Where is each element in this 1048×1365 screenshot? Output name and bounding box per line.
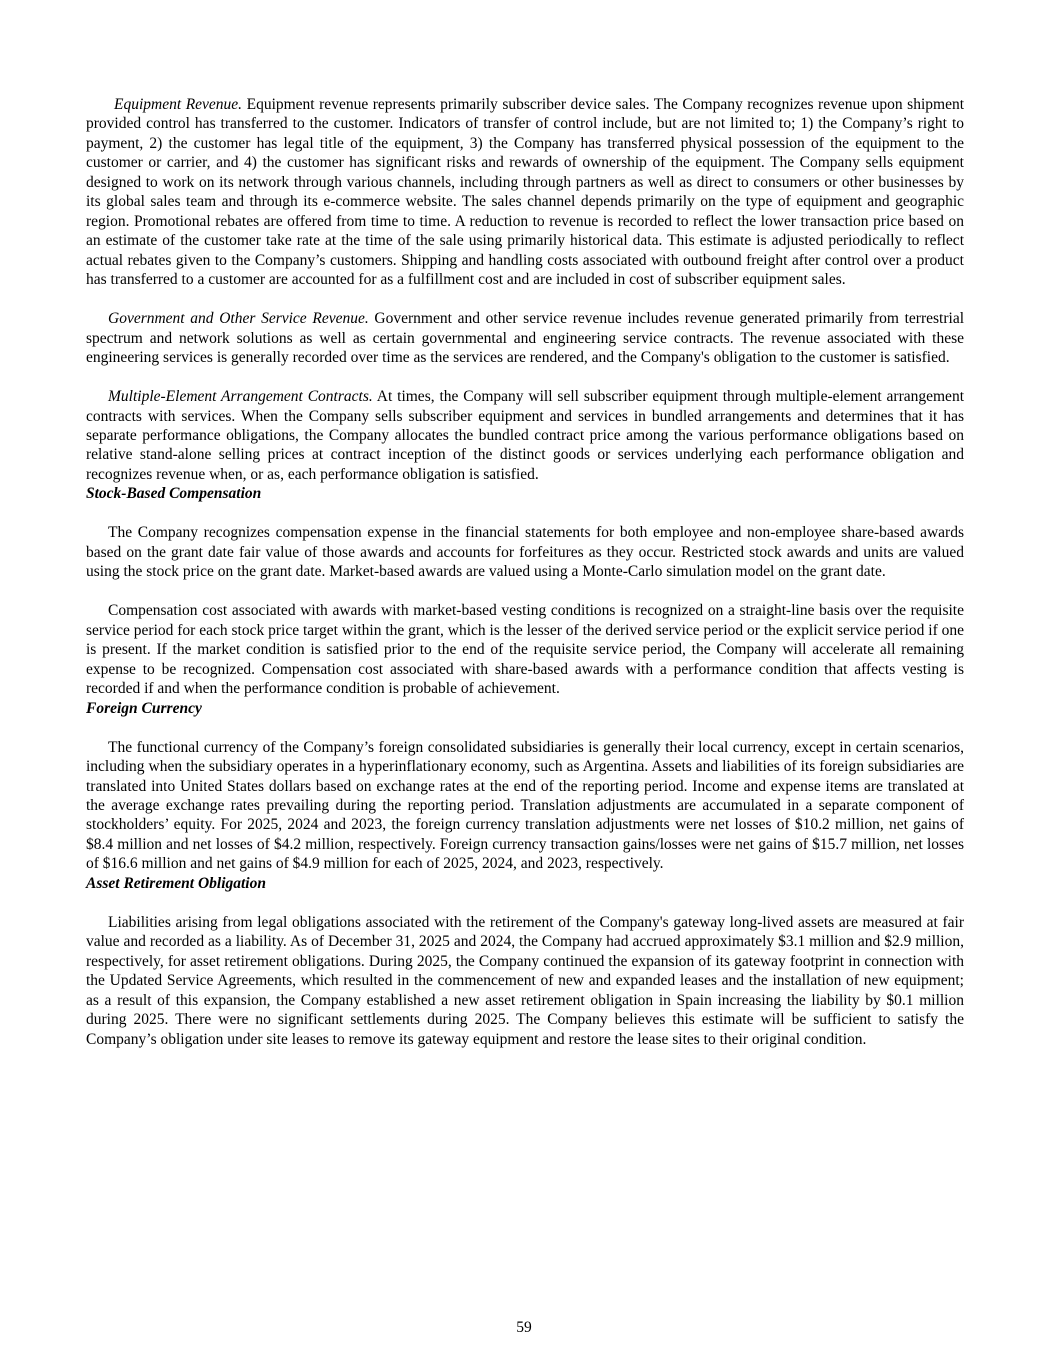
stock-based-compensation-heading: Stock-Based Compensation xyxy=(86,485,262,503)
government-revenue-paragraph xyxy=(86,309,964,367)
multiple-element-text: At times, the Company will sell subscriber equipment through multiple-element arrangement contracts with services. When the Company sells subscriber equipment and services in bundled arrangements and determines that it has separate performance obligations, the Company allocates the bundled contract price among the various performance obligations based on relative stand-alone selling prices at contract inception of the distinct goods or services underlying each performance obligation and recognizes revenue when, or as, each performance obligation is satisfied. xyxy=(86,388,964,483)
equipment-revenue-lead: Equipment Revenue. xyxy=(114,96,243,113)
asset-retirement-paragraph: Liabilities arising from legal obligations associated with the retirement of the Company's gateway long-lived assets are measured at fair value and recorded as a liability. As of December 31, 2025 and 2024, the Company had accrued approximately $3.1 million and $2.9 million, respectively, for asset retirement obligations. During 2025, the Company continued the expansion of its gateway footprint in connection with the Updated Service Agreements, which resulted in the commencement of new and expanded leases and the installation of new equipment; as a result of this expansion, the Company established a new asset retirement obligation in Spain increasing the liability by $0.1 million during 2025. There were no significant settlements during 2025. The Company believes this estimate will be sufficient to satisfy the Company’s obligation under site leases to remove its gateway equipment and restore the lease sites to their original condition. xyxy=(86,913,964,1048)
equipment-revenue-paragraph xyxy=(86,95,964,290)
multiple-element-paragraph xyxy=(86,387,964,484)
document-page xyxy=(86,95,964,1049)
asset-retirement-heading: Asset Retirement Obligation xyxy=(86,874,266,892)
page-number: 59 xyxy=(516,1319,532,1336)
stock-based-paragraph-2: Compensation cost associated with awards with market-based vesting conditions is recognized on a straight-line basis over the requisite service period for each stock price target within the grant, which is the lesser of the derived service period or the explicit service period if one is present. If the market condition is satisfied prior to the end of the requisite service period, the Company will accelerate all remaining expense to be recognized. Compensation cost associated with share-based awards with a performance condition that affects vesting is recorded if and when the performance condition is probable of achievement. xyxy=(86,602,964,698)
multiple-element-lead: Multiple-Element Arrangement Contracts. xyxy=(108,388,373,406)
government-revenue-text: Government and other service revenue includes revenue generated primarily from terrestrial spectrum and network solutions as well as certain governmental and engineering service contracts. The revenue associated with these engineering services is generally recorded over time as the services are rendered, and the Company's obligation to the customer is satisfied. xyxy=(86,310,965,367)
government-revenue-lead: Government and Other Service Revenue. xyxy=(108,310,369,328)
stock-based-paragraph-1: The Company recognizes compensation expense in the financial statements for both employee and non-employee share-based awards based on the grant date fair value of those awards and accounts for forfeitures as they occur. Restricted stock awards and units are valued using the stock price on the grant date. Market-based awards are valued using a Monte-Carlo simulation model on the grant date. xyxy=(86,524,964,581)
foreign-currency-heading: Foreign Currency xyxy=(86,699,202,717)
foreign-currency-paragraph: The functional currency of the Company’s foreign consolidated subsidiaries is generally their local currency, except in certain scenarios, including when the subsidiary operates in a hyperinflationary economy, such as Argentina. Assets and liabilities of its foreign subsidiaries are translated into United States dollars based on exchange rates at the end of the reporting period. Income and expense items are translated at the average exchange rates prevailing during the reporting period. Translation adjustments are accumulated in a separate component of stockholders’ equity. For 2025, 2024 and 2023, the foreign currency translation adjustments were net losses of $10.2 million, net gains of $8.4 million and net losses of $4.2 million, respectively. Foreign currency transaction gains/losses were net gains of $15.7 million, net losses of $16.6 million and net gains of $4.9 million for each of 2025, 2024, and 2023, respectively. xyxy=(86,738,964,873)
equipment-revenue-text: Equipment revenue represents primarily subscriber device sales. The Company recognizes revenue upon shipment provided control has transferred to the customer. Indicators of transfer of control include, but are not limited to; 1) the Company’s right to payment, 2) the customer has legal title of the equipment, 3) the Company has transferred physical possession of the equipment to the customer or carrier, and 4) the customer has significant risks and rewards of ownership of the equipment. The Company sells equipment designed to work on its network through various channels, including through partners as well as direct to consumers or other businesses by its global sales team and through its e-commerce website. The sales channel depends primarily on the type of equipment and geographic region. Promotional rebates are offered from time to time. A reduction to revenue is recorded to reflect the lower transaction price based on an estimate of the customer take rate at the time of the sale using primarily historical data. This estimate is adjusted periodically to reflect actual rebates given to the Company’s customers. Shipping and handling costs associated with outbound freight after control over a product has transferred to a customer are accounted for as a fulfillment cost and are included in cost of subscriber equipment sales. xyxy=(86,96,964,289)
